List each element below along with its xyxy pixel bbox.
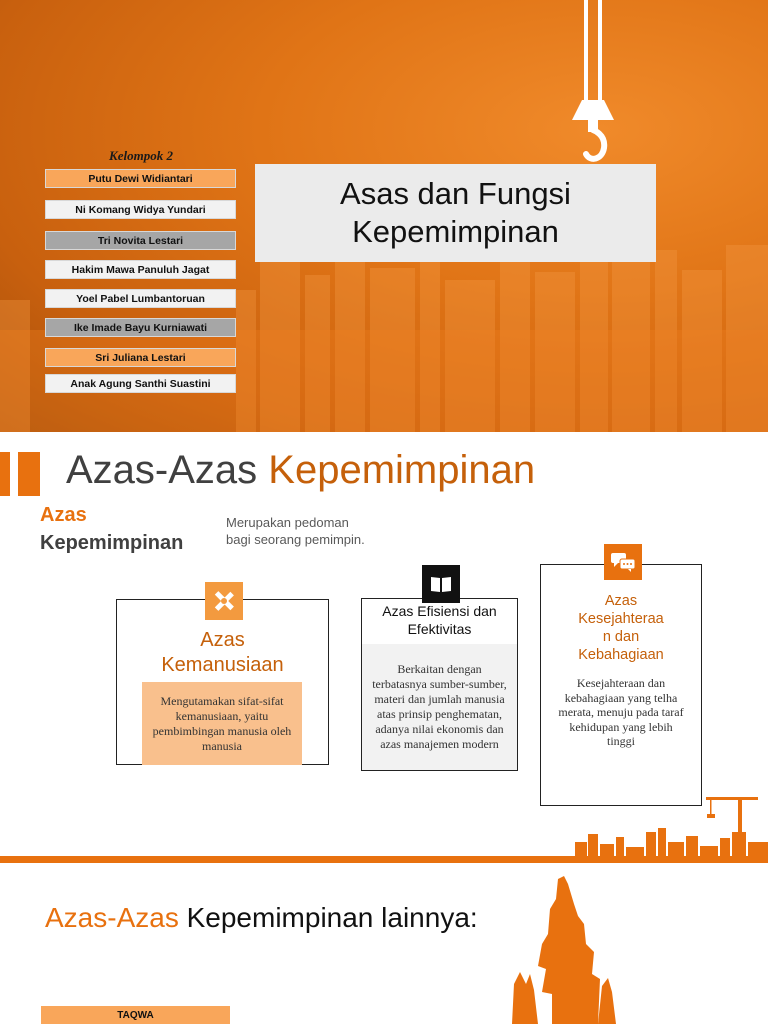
title-slide <box>0 0 768 432</box>
card-title-line: Kemanusiaan <box>161 654 284 676</box>
member-name: Ike Imade Bayu Kurniawati <box>45 318 236 337</box>
slide-bottom-bar <box>0 856 768 863</box>
slide-title <box>66 448 535 493</box>
group-title: Kelompok 2 <box>109 148 173 163</box>
principle-item: TAQWA <box>41 1006 230 1024</box>
crane-hook-icon <box>560 0 640 170</box>
card-body: Kesejahteraan dan kebahagiaan yang telha merata, menuju pada taraf kehidupan yang lebih tinggi <box>558 676 684 748</box>
chat-bubbles-icon <box>604 544 642 580</box>
member-name: Anak Agung Santhi Suastini <box>45 374 236 393</box>
desc-line-1: Merupakan pedoman <box>226 515 349 530</box>
member-name: Sri Juliana Lestari <box>45 348 236 367</box>
card-body: Mengutamakan sifat-sifat kemanusiaan, yaitu pembimbingan manusia oleh manusia <box>142 682 302 765</box>
cross-tools-icon <box>205 582 243 620</box>
section-heading: Azas <box>40 504 87 526</box>
book-icon <box>422 565 460 603</box>
card-title <box>541 592 701 664</box>
presentation-title <box>255 164 656 262</box>
member-name: Hakim Mawa Panuluh Jagat <box>45 260 236 279</box>
section-description <box>226 514 365 548</box>
title-line-2: Kepemimpinan <box>352 214 559 249</box>
card-title <box>116 628 329 678</box>
card-title: Azas Efisiensi dan Efektivitas <box>382 603 497 637</box>
other-principles-slide <box>0 866 768 1024</box>
card-title-line: n dan <box>602 629 640 645</box>
accent-bar <box>18 452 40 496</box>
card-body: Berkaitan dengan terbatasnya sumber-sumber, materi dan jumlah manusia atas prinsip penghematan, adanya nilai ekonomis dan azas manajemen modern <box>362 644 517 770</box>
card-title-line: Azas <box>604 593 638 609</box>
member-name: Putu Dewi Widiantari <box>45 169 236 188</box>
section-heading-2: Kepemimpinan <box>40 532 184 554</box>
accent-bar <box>0 452 10 496</box>
desc-line-2: bagi seorang pemimpin. <box>226 532 365 547</box>
member-name: Tri Novita Lestari <box>45 231 236 250</box>
title-plain: Kepemimpinan lainnya: <box>178 902 478 933</box>
card-title-line: Kesejahteraa <box>578 611 664 627</box>
card-title-line: Kebahagiaan <box>578 647 664 663</box>
member-name: Ni Komang Widya Yundari <box>45 200 236 219</box>
card-title-line: Azas <box>200 629 245 651</box>
temple-silhouette-decoration <box>512 874 622 1024</box>
title-accent: Kepemimpinan <box>268 448 536 492</box>
title-accent: Azas-Azas <box>45 902 179 933</box>
crane-skyline-decoration <box>570 792 768 863</box>
member-name: Yoel Pabel Lumbantoruan <box>45 289 236 308</box>
title-line-1: Asas dan Fungsi <box>340 176 571 211</box>
slide-title <box>45 902 478 934</box>
title-plain: Azas-Azas <box>66 448 269 492</box>
principles-slide <box>0 432 768 863</box>
